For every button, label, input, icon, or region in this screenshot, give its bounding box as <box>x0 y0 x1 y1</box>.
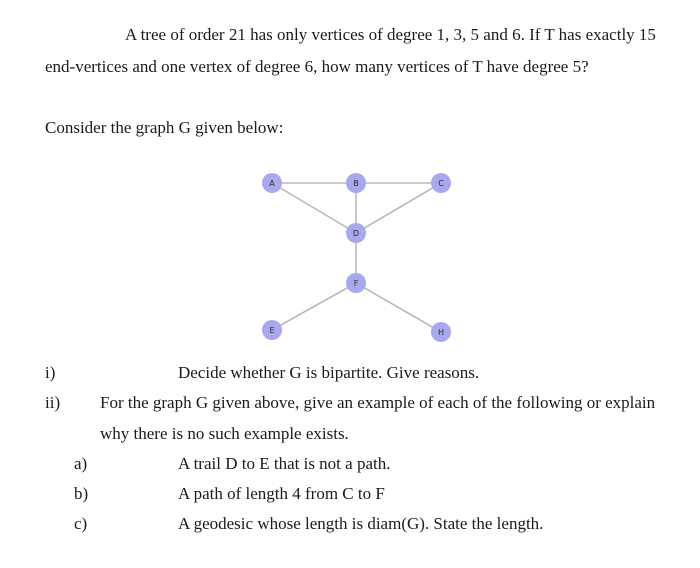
part-i-text: Decide whether G is bipartite. Give reasons. <box>178 363 480 382</box>
part-c-marker: c) <box>74 514 88 533</box>
part-b-text: A path of length 4 from C to F <box>178 484 385 503</box>
node-label-e: E <box>269 326 275 335</box>
part-a-text: A trail D to E that is not a path. <box>178 454 391 473</box>
part-a-marker: a) <box>74 454 88 473</box>
node-label-f: F <box>353 279 359 288</box>
graph-intro: Consider the graph G given below: <box>45 118 284 137</box>
node-label-a: A <box>269 179 275 188</box>
node-label-c: C <box>438 179 444 188</box>
edge-f-h <box>356 283 441 332</box>
part-ii-text-line-2: why there is no such example exists. <box>100 424 349 443</box>
node-label-d: D <box>352 229 360 238</box>
edge-f-e <box>272 283 356 330</box>
question-line-1: A tree of order 21 has only vertices of degree 1, 3, 5 and 6. If T has exactly 15 <box>125 25 656 44</box>
question-line-2: end-vertices and one vertex of degree 6, how many vertices of T have degree 5? <box>45 57 589 76</box>
part-i-marker: i) <box>45 363 56 382</box>
part-c-text: A geodesic whose length is diam(G). State the length. <box>178 514 544 533</box>
part-b-marker: b) <box>74 484 89 503</box>
node-label-h: H <box>437 328 445 337</box>
part-ii-marker: ii) <box>45 393 61 412</box>
edge-c-d <box>356 183 441 233</box>
graph-edges <box>272 183 441 332</box>
node-label-b: B <box>353 179 359 188</box>
edge-a-d <box>272 183 356 233</box>
part-ii-text-line-1: For the graph G given above, give an example of each of the following or explain <box>100 393 656 412</box>
